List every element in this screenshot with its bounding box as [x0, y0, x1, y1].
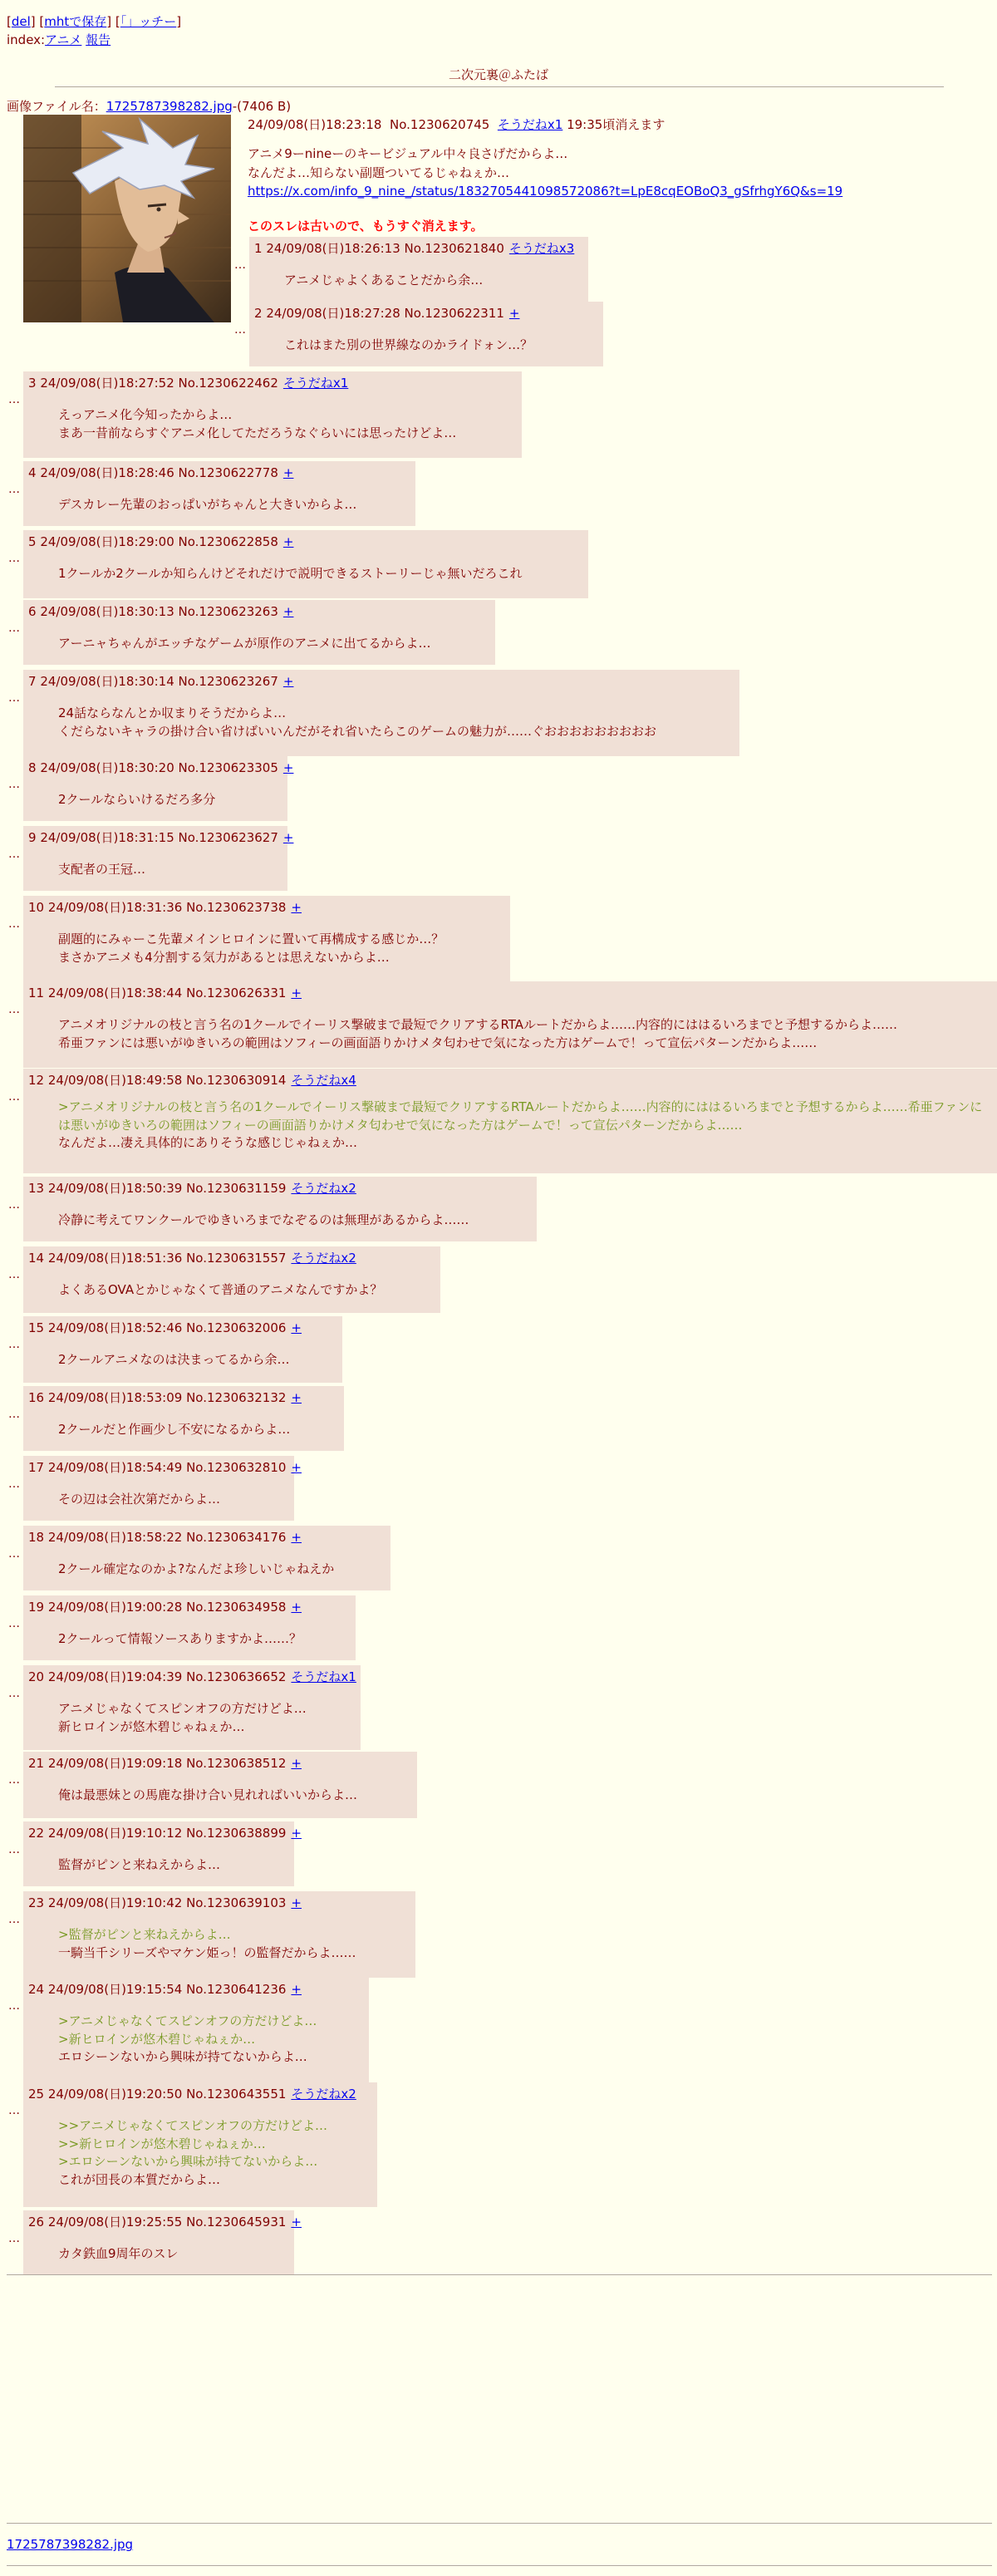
sodane-plus-button[interactable]: +: [282, 674, 294, 689]
reply-body: [28, 705, 728, 741]
footer-image-link-wrap: [7, 2536, 133, 2554]
reply-body: [28, 791, 276, 809]
reply-header: [28, 673, 728, 691]
reply-date: 24/09/08(日)18:28:46: [40, 465, 179, 480]
index-bar: [7, 32, 111, 50]
reply-post: [23, 1595, 356, 1660]
touch-link[interactable]: 「」ッチー: [120, 14, 177, 29]
reply-index: 16: [28, 1390, 48, 1405]
reply-index: 11: [28, 986, 48, 1000]
reply-line: まあ一昔前ならすぐアニメ化してただろうなぐらいには思ったけどよ…: [58, 425, 457, 440]
reply-body: [28, 1491, 282, 1509]
reply-line: その辺は会社次第だからよ…: [58, 1491, 221, 1507]
reply-line: なんだよ…凄え具体的にありそうな感じじゃねぇか…: [58, 1135, 358, 1151]
reply-post: [23, 1891, 415, 1978]
reply-post: [23, 600, 495, 665]
reply-body: [28, 1099, 989, 1153]
reply-line: アニメじゃなくてスピンオフの方だけどよ…: [58, 1700, 307, 1716]
reply-number: No.1230622311: [404, 306, 504, 321]
sodane-plus-button[interactable]: +: [291, 986, 302, 1000]
reply-index: 12: [28, 1073, 48, 1088]
reply-index: 19: [28, 1600, 48, 1615]
reply-index: 8: [28, 760, 41, 775]
reply-line: これはまた別の世界線なのかライドォン…？: [284, 337, 533, 352]
reply-body: [28, 931, 498, 967]
reply-index: 26: [28, 2215, 48, 2229]
reply-post: [23, 461, 415, 526]
sodane-plus-button[interactable]: +: [291, 1895, 302, 1910]
reply-body: [28, 565, 577, 583]
reply-quote-line: >監督がピンと来ねえからよ…: [58, 1926, 231, 1942]
reply-line: 2クールだと作画少し不安になるからよ…: [58, 1421, 291, 1437]
reply-date: 24/09/08(日)18:53:09: [47, 1390, 187, 1405]
reply-post: [23, 1177, 537, 1241]
sodane-plus-button[interactable]: +: [291, 1826, 302, 1841]
reply-menu-dots[interactable]: …: [8, 552, 20, 565]
reply-body: [28, 1856, 282, 1875]
reply-menu-dots[interactable]: …: [8, 778, 20, 791]
reply-number: No.1230622778: [178, 465, 278, 480]
sodane-plus-button[interactable]: +: [291, 1982, 302, 1997]
reply-date: 24/09/08(日)19:25:55: [47, 2215, 187, 2229]
reply-menu-dots[interactable]: …: [8, 1773, 20, 1787]
reply-body: [28, 1630, 344, 1649]
reply-line: カタ鉄血9周年のスレ: [58, 2245, 179, 2261]
reply-header: [28, 465, 404, 483]
reply-quote-line: >新ヒロインが悠木碧じゃねぇか…: [58, 2031, 256, 2047]
reply-index: 1: [254, 241, 267, 256]
reply-menu-dots[interactable]: …: [8, 1547, 20, 1561]
reply-date: 24/09/08(日)18:27:52: [40, 376, 179, 391]
reply-line: よくあるOVAとかじゃなくて普通のアニメなんですかよ？: [58, 1281, 383, 1297]
op-expire-time: 19:35頃消えます: [567, 117, 665, 132]
top-bar: [del] [mhtで保存] [「」ッチー]: [7, 14, 182, 29]
mht-save-link[interactable]: mhtで保存: [44, 14, 107, 29]
reply-number: No.1230622462: [178, 376, 278, 391]
op-external-link[interactable]: https://x.com/info_9_nine_/status/1832705441098572086?t=LpE8cqEOBoQ3_gSfrhgY6Q&s=19: [248, 184, 843, 199]
reply-date: 24/09/08(日)19:10:12: [47, 1826, 187, 1841]
reply-line: デスカレー先輩のおっぱいがちゃんと大きいからよ…: [58, 496, 357, 512]
reply-number: No.1230630914: [186, 1073, 287, 1088]
reply-menu-dots[interactable]: …: [8, 2232, 20, 2245]
reply-line: 支配者の王冠…: [58, 861, 146, 877]
sodane-plus-button[interactable]: +: [291, 2215, 302, 2229]
reply-menu-dots[interactable]: …: [8, 1268, 20, 1281]
reply-post: [23, 1526, 390, 1590]
sodane-plus-button[interactable]: +: [508, 306, 520, 321]
reply-post: [23, 981, 997, 1068]
reply-menu-dots[interactable]: …: [234, 323, 246, 337]
sodane-button[interactable]: そうだねx2: [291, 2087, 356, 2102]
reply-date: 24/09/08(日)18:30:14: [40, 674, 179, 689]
reply-header: [28, 2086, 366, 2104]
reply-line: 一騎当千シリーズやマケン姫っ！の監督だからよ……: [58, 1944, 356, 1960]
reply-date: 24/09/08(日)19:10:42: [47, 1895, 187, 1910]
reply-index: 17: [28, 1460, 48, 1475]
reply-header: [28, 1389, 332, 1408]
reply-date: 24/09/08(日)18:54:49: [47, 1460, 187, 1475]
footer-divider: [7, 2523, 992, 2524]
reply-index: 3: [28, 376, 41, 391]
reply-number: No.1230645931: [186, 2215, 287, 2229]
reply-post: [23, 2210, 302, 2275]
footer-image-link[interactable]: 1725787398282.jpg: [7, 2537, 134, 2552]
reply-post: [23, 1069, 997, 1173]
reply-number: No.1230623267: [178, 674, 278, 689]
image-file-link[interactable]: 1725787398282.jpg: [106, 99, 233, 114]
reply-quote-line: >>アニメじゃなくてスピンオフの方だけどよ…: [58, 2117, 327, 2133]
reply-header: [28, 1459, 302, 1477]
footer-divider: [7, 2565, 992, 2566]
op-line: アニメ9ーnineーのキービジュアル中々良さげだからよ…: [248, 146, 568, 161]
reply-line: 2クールって情報ソースありますかよ……？: [58, 1630, 302, 1646]
reply-line: 2クール確定なのかよ?なんだよ珍しいじゃねえか: [58, 1561, 335, 1576]
reply-index: 13: [28, 1181, 48, 1196]
reply-date: 24/09/08(日)18:26:13: [266, 241, 405, 256]
reply-index: 4: [28, 465, 41, 480]
reply-date: 24/09/08(日)19:20:50: [47, 2087, 187, 2102]
reply-header: [28, 1981, 357, 1999]
reply-line: くだらないキャラの掛け合い省けばいいんだがそれ省いたらこのゲームの魅力が……ぐおおおおおおおおお: [58, 723, 657, 739]
reply-menu-dots[interactable]: …: [8, 848, 20, 861]
reply-post: [23, 1821, 302, 1886]
reply-menu-dots[interactable]: …: [8, 917, 20, 931]
reply-date: 24/09/08(日)19:09:18: [47, 1756, 187, 1771]
reply-post: [23, 1386, 344, 1451]
reply-number: No.1230632810: [186, 1460, 287, 1475]
reply-date: 24/09/08(日)18:30:13: [40, 604, 179, 619]
reply-number: No.1230623305: [178, 760, 278, 775]
sodane-plus-button[interactable]: +: [291, 1530, 302, 1545]
reply-body: [28, 1351, 331, 1369]
reply-index: 21: [28, 1756, 48, 1771]
reply-number: No.1230634958: [186, 1600, 287, 1615]
sodane-button[interactable]: そうだねx3: [508, 241, 575, 256]
reply-body: [254, 272, 577, 290]
reply-body: [28, 861, 276, 879]
reply-date: 24/09/08(日)18:30:20: [40, 760, 179, 775]
reply-index: 10: [28, 900, 48, 915]
reply-body: [28, 2117, 366, 2190]
reply-menu-dots[interactable]: …: [8, 1090, 20, 1104]
reply-body: [28, 1926, 404, 1963]
reply-header: [28, 1180, 525, 1198]
reply-index: 15: [28, 1320, 48, 1335]
sodane-button[interactable]: そうだねx2: [291, 1181, 356, 1196]
reply-post: [249, 237, 588, 302]
header-divider: [55, 86, 944, 87]
reply-date: 24/09/08(日)18:50:39: [47, 1181, 187, 1196]
reply-menu-dots[interactable]: …: [8, 1843, 20, 1856]
reply-body: [28, 635, 484, 653]
reply-index: 24: [28, 1982, 48, 1997]
reply-menu-dots[interactable]: …: [8, 483, 20, 496]
reply-index: 5: [28, 534, 41, 549]
reply-number: No.1230623263: [178, 604, 278, 619]
image-file-size: -(7406 B): [232, 99, 292, 114]
op-header: [248, 116, 665, 135]
reply-header: [28, 985, 989, 1003]
reply-index: 20: [28, 1669, 48, 1684]
anime-board-link[interactable]: アニメ: [45, 32, 82, 47]
reply-number: No.1230632132: [186, 1390, 287, 1405]
reply-number: No.1230641236: [186, 1982, 287, 1997]
sodane-plus-button[interactable]: +: [282, 465, 294, 480]
reply-number: No.1230623627: [178, 830, 278, 845]
sodane-plus-button[interactable]: +: [291, 1320, 302, 1335]
reply-quote-line: >>新ヒロインが悠木碧じゃねぇか…: [58, 2136, 266, 2151]
reply-index: 6: [28, 604, 41, 619]
image-file-label: 画像ファイル名：: [7, 99, 106, 114]
reply-number: No.1230634176: [186, 1530, 287, 1545]
sodane-plus-button[interactable]: +: [291, 900, 302, 915]
reply-quote-line: >アニメオリジナルの枝と言う名の1クールでイーリス撃破まで最短でクリアするRTAルートだからよ……内容的にははるいろまでと予想するからよ……希亜ファンには悪いがゆきいろの範囲はソフィーの画面語りかけメタ匂わせで気になった方はゲームで！って宣伝パターンだからよ……: [58, 1099, 983, 1133]
reply-index: 18: [28, 1530, 48, 1545]
reply-number: No.1230626331: [186, 986, 287, 1000]
reply-index: 22: [28, 1826, 48, 1841]
sodane-plus-button[interactable]: +: [291, 1460, 302, 1475]
reply-header: [28, 1669, 356, 1687]
reply-line: アニメじゃよくあることだから余…: [284, 272, 484, 288]
reply-header: [28, 2214, 302, 2232]
reply-post: [23, 756, 294, 821]
op-line: なんだよ…知らない副題ついてるじゃねぇか…: [248, 165, 510, 180]
reply-header: [28, 1599, 344, 1617]
reply-line: 2クールならいけるだろ多分: [58, 791, 216, 807]
reply-header: [28, 1072, 989, 1090]
reply-header: [28, 1755, 405, 1773]
reply-menu-dots[interactable]: …: [8, 1913, 20, 1926]
reply-number: No.1230636652: [186, 1669, 287, 1684]
sodane-plus-button[interactable]: +: [291, 1600, 302, 1615]
reply-body: [28, 1281, 429, 1300]
reply-header: [28, 1825, 302, 1843]
reply-line: 24話ならなんとか収まりそうだからよ…: [58, 705, 287, 720]
reply-menu-dots[interactable]: …: [8, 622, 20, 635]
reply-header: [28, 375, 510, 393]
op-thumbnail-image[interactable]: [23, 115, 231, 322]
reply-index: 23: [28, 1895, 48, 1910]
reply-body: [28, 2013, 357, 2067]
reply-header: [28, 533, 577, 552]
image-file-line: [7, 98, 291, 116]
reply-date: 24/09/08(日)18:52:46: [47, 1320, 187, 1335]
reply-line: 希亜ファンには悪いがゆきいろの範囲はソフィーの画面語りかけメタ匂わせで気になった方はゲームで！って宣伝パターンだからよ……: [58, 1035, 818, 1050]
reply-number: No.1230631557: [186, 1251, 287, 1266]
reply-header: [254, 240, 577, 258]
reply-index: 7: [28, 674, 41, 689]
sodane-plus-button[interactable]: +: [282, 830, 294, 845]
reply-index: 2: [254, 306, 267, 321]
reply-date: 24/09/08(日)18:27:28: [266, 306, 405, 321]
reply-line: 俺は最悪妹との馬鹿な掛け合い見れればいいからよ…: [58, 1787, 358, 1802]
index-label: index:: [7, 32, 46, 47]
reply-post: [23, 1246, 440, 1313]
footer-divider: [7, 2274, 992, 2275]
reply-post: [23, 826, 294, 891]
reply-menu-dots[interactable]: …: [8, 1198, 20, 1212]
reply-number: No.1230631159: [186, 1181, 287, 1196]
reply-header: [28, 1320, 331, 1338]
sodane-plus-button[interactable]: +: [282, 760, 294, 775]
reply-menu-dots[interactable]: …: [8, 1617, 20, 1630]
sodane-plus-button[interactable]: +: [282, 534, 294, 549]
reply-body: [28, 2245, 282, 2264]
reply-line: アニメオリジナルの枝と言う名の1クールでイーリス撃破まで最短でクリアするRTAルートだからよ……内容的にははるいろまでと予想するからよ……: [58, 1016, 898, 1032]
del-link[interactable]: del: [11, 14, 31, 29]
reply-header: [28, 1895, 404, 1913]
reply-date: 24/09/08(日)18:38:44: [47, 986, 187, 1000]
reply-number: No.1230643551: [186, 2087, 287, 2102]
reply-post: [23, 1665, 361, 1750]
reply-number: No.1230623738: [186, 900, 287, 915]
sodane-button[interactable]: そうだねx2: [291, 1251, 356, 1266]
op-sodane-button[interactable]: そうだねx1: [497, 117, 563, 132]
reply-body: [28, 1700, 349, 1737]
reply-post: [23, 1316, 342, 1383]
reply-menu-dots[interactable]: …: [8, 1338, 20, 1351]
reply-quote-line: >エロシーンないから興味が持てないからよ…: [58, 2154, 318, 2170]
reply-menu-dots[interactable]: …: [8, 1477, 20, 1491]
reply-menu-dots[interactable]: …: [234, 258, 246, 272]
reply-body: [254, 337, 592, 355]
reply-header: [28, 603, 484, 622]
sodane-plus-button[interactable]: +: [291, 1390, 302, 1405]
reply-line: 2クールアニメなのは決まってるから余…: [58, 1351, 290, 1367]
thread-expiry-warning: このスレは古いので、もうすぐ消えます。: [248, 219, 484, 234]
reply-body: [28, 1561, 379, 1579]
reply-menu-dots[interactable]: …: [8, 1003, 20, 1016]
reply-number: No.1230639103: [186, 1895, 287, 1910]
reply-menu-dots[interactable]: …: [8, 2104, 20, 2117]
reply-body: [28, 1421, 332, 1439]
op-body: [248, 145, 842, 201]
reply-menu-dots[interactable]: …: [8, 1408, 20, 1421]
reply-index: 9: [28, 830, 41, 845]
reply-line: 新ヒロインが悠木碧じゃねぇか…: [58, 1718, 245, 1734]
reply-date: 24/09/08(日)19:15:54: [47, 1982, 187, 1997]
reply-date: 24/09/08(日)18:51:36: [47, 1251, 187, 1266]
reply-line: えっアニメ化今知ったからよ…: [58, 406, 233, 422]
reply-date: 24/09/08(日)18:31:36: [47, 900, 187, 915]
reply-date: 24/09/08(日)19:00:28: [47, 1600, 187, 1615]
reply-number: No.1230638512: [186, 1756, 287, 1771]
reply-line: 冷静に考えてワンクールでゆきいろまでなぞるのは無理があるからよ……: [58, 1212, 469, 1227]
reply-menu-dots[interactable]: …: [8, 1999, 20, 2013]
reply-body: [28, 1016, 989, 1053]
reply-header: [28, 829, 294, 848]
reply-body: [28, 496, 404, 514]
reply-number: No.1230621840: [404, 241, 504, 256]
reply-line: アーニャちゃんがエッチなゲームが原作のアニメに出てるからよ…: [58, 635, 431, 651]
reply-header: [254, 305, 592, 323]
reply-post: [23, 896, 510, 982]
reply-menu-dots[interactable]: …: [8, 1687, 20, 1700]
reply-post: [23, 2082, 377, 2207]
op-number: No.1230620745: [390, 117, 490, 132]
reply-date: 24/09/08(日)18:58:22: [47, 1530, 187, 1545]
sodane-plus-button[interactable]: +: [291, 1756, 302, 1771]
reply-number: No.1230622858: [178, 534, 278, 549]
sodane-plus-button[interactable]: +: [282, 604, 294, 619]
reply-post: [23, 371, 522, 458]
reply-post: [249, 302, 603, 366]
reply-index: 25: [28, 2087, 48, 2102]
reply-number: No.1230632006: [186, 1320, 287, 1335]
op-date: 24/09/08(日)18:23:18: [248, 117, 382, 132]
sodane-button[interactable]: そうだねx1: [291, 1669, 356, 1684]
reply-post: [23, 670, 739, 756]
reply-index: 14: [28, 1251, 48, 1266]
reply-body: [28, 1787, 405, 1805]
reply-header: [28, 1529, 379, 1547]
reply-date: 24/09/08(日)19:04:39: [47, 1669, 187, 1684]
reply-header: [28, 760, 294, 778]
reply-line: エロシーンないから興味が持てないからよ…: [58, 2049, 307, 2065]
sodane-button[interactable]: そうだねx4: [291, 1073, 356, 1088]
reply-body: [28, 406, 510, 443]
reply-number: No.1230638899: [186, 1826, 287, 1841]
reply-line: 副題的にみゃーこ先輩メインヒロインに置いて再構成する感じか…？: [58, 931, 444, 946]
reply-header: [28, 899, 498, 917]
page-title: 二次元裏＠ふたば: [448, 67, 548, 82]
reply-quote-line: >アニメじゃなくてスピンオフの方だけどよ…: [58, 2013, 317, 2028]
reply-menu-dots[interactable]: …: [8, 691, 20, 705]
reply-post: [23, 1456, 302, 1521]
reply-date: 24/09/08(日)18:31:15: [40, 830, 179, 845]
reply-line: これが団長の本質だからよ…: [58, 2172, 221, 2187]
reply-header: [28, 1250, 429, 1268]
reply-date: 24/09/08(日)18:29:00: [40, 534, 179, 549]
sodane-button[interactable]: そうだねx1: [282, 376, 349, 391]
report-link[interactable]: 報告: [86, 32, 111, 47]
reply-date: 24/09/08(日)18:49:58: [47, 1073, 187, 1088]
reply-line: 1クールか2クールか知らんけどそれだけで説明できるストーリーじゃ無いだろこれ: [58, 565, 523, 581]
reply-menu-dots[interactable]: …: [8, 393, 20, 406]
reply-post: [23, 1978, 369, 2082]
reply-body: [28, 1212, 525, 1230]
reply-line: 監督がピンと来ねえからよ…: [58, 1856, 221, 1872]
reply-post: [23, 1752, 417, 1818]
reply-line: まさかアニメも4分割する気力があるとは思えないからよ…: [58, 949, 390, 965]
reply-post: [23, 530, 588, 598]
